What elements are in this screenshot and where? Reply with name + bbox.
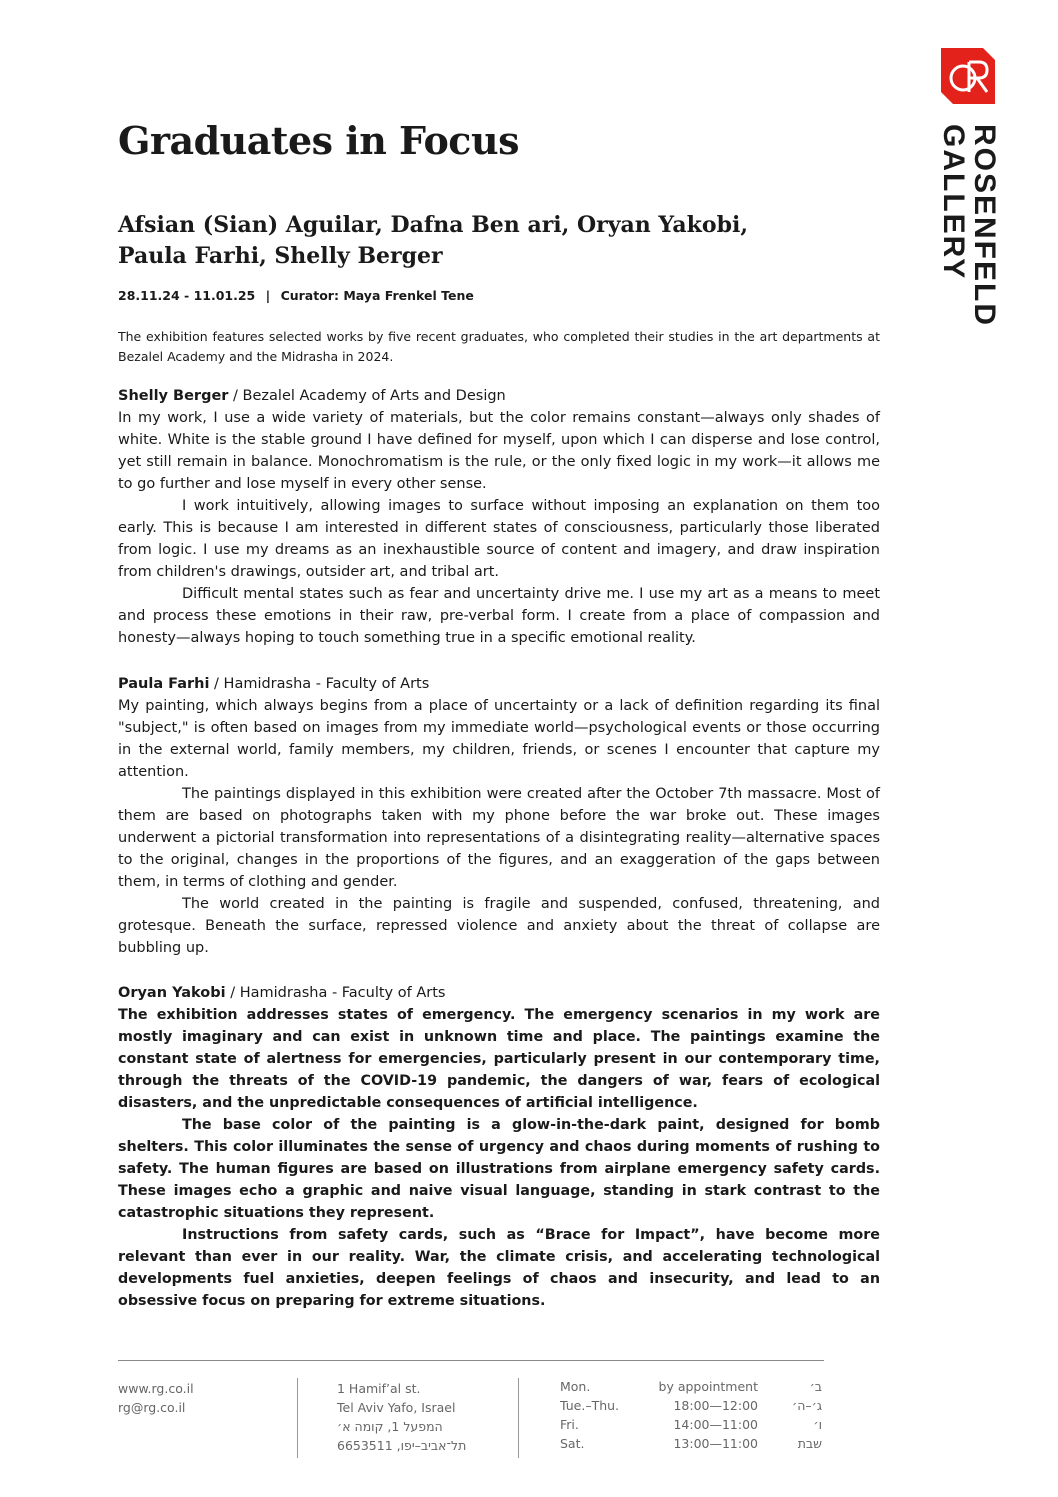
artist-name: Paula Farhi xyxy=(118,676,210,692)
address-line-hebrew: תל־אביב–יפו, 6653511 xyxy=(337,1438,467,1453)
hours-row xyxy=(560,1436,822,1455)
school-name: / Hamidrasha - Faculty of Arts xyxy=(225,985,446,1001)
hours-day: Tue.–Thu. xyxy=(560,1398,620,1413)
section-paula-farhi xyxy=(118,673,880,959)
hours-row xyxy=(560,1398,822,1417)
hours-time: 13:00—11:00 xyxy=(673,1436,758,1451)
footer-separator xyxy=(297,1378,298,1458)
body-paragraph: My painting, which always begins from a place of uncertainty or a lack of definition regarding its final "subject," is often based on images from my immediate world—psychological events or those occurring in the external world, family members, my children, friends, or scenes I encounter that capture my attention. xyxy=(118,698,880,780)
page-title: Graduates in Focus xyxy=(118,118,519,163)
footer-separator xyxy=(518,1378,519,1458)
section-shelly-berger xyxy=(118,385,880,649)
body-paragraph: The base color of the painting is a glow-in-the-dark paint, designed for bomb shelters. This color illuminates the sense of urgency and chaos during moments of rushing to safety. The human figures are based on illustrations from airplane emergency safety cards. These images echo a graphic and naive visual language, standing in stark contrast to the catastrophic situations they represent. xyxy=(118,1117,880,1221)
artist-name: Shelly Berger xyxy=(118,388,229,404)
curator: Curator: Maya Frenkel Tene xyxy=(280,288,474,303)
hours-day-hebrew: ב׳ xyxy=(809,1379,822,1394)
gallery-name xyxy=(938,124,1000,327)
intro-paragraph: The exhibition features selected works by five recent graduates, who completed their studies in the art departments at Bezalel Academy and the Midrasha in 2024. xyxy=(118,329,880,364)
hours-day-hebrew: ו׳ xyxy=(813,1417,822,1432)
email-link[interactable]: rg@rg.co.il xyxy=(118,1400,186,1415)
section-heading xyxy=(118,673,880,695)
hours-time: 14:00—11:00 xyxy=(673,1417,758,1432)
address-line-hebrew: המפעל 1, קומה א׳ xyxy=(337,1419,443,1434)
section-oryan-yakobi xyxy=(118,982,880,1312)
address-line: 1 Hamif’al st. xyxy=(337,1381,421,1396)
gallery-name-line1: ROSENFELD xyxy=(968,124,1001,328)
gallery-logo-icon xyxy=(941,48,995,104)
hours-time: 18:00—12:00 xyxy=(673,1398,758,1413)
footer-address xyxy=(337,1379,466,1455)
school-name: / Hamidrasha - Faculty of Arts xyxy=(209,676,430,692)
separator: | xyxy=(265,288,271,303)
artists-line2: Paula Farhi, Shelly Berger xyxy=(118,243,443,269)
hours-day: Mon. xyxy=(560,1379,591,1394)
footer-contact xyxy=(118,1379,194,1417)
hours-time: by appointment xyxy=(658,1379,758,1394)
hours-day: Sat. xyxy=(560,1436,585,1451)
body-paragraph: Instructions from safety cards, such as “Brace for Impact”, have become more relevant than ever in our reality. War, the climate crisis, and accelerating technological developments fuel anxieties, deepen feelings of chaos and insecurity, and lead to an obsessive focus on preparing for extreme situations. xyxy=(118,1227,880,1309)
hours-day-hebrew: שבת xyxy=(797,1436,822,1451)
exhibition-dates: 28.11.24 - 11.01.25 xyxy=(118,288,256,303)
body-paragraph: The exhibition addresses states of emergency. The emergency scenarios in my work are mostly imaginary and can exist in unknown time and place. The paintings examine the constant state of alertness for emergencies, particularly present in our contemporary time, through the threats of the COVID-19 pandemic, the dangers of war, fears of ecological disasters, and the unpredictable consequences of artificial intelligence. xyxy=(118,1007,880,1111)
school-name: / Bezalel Academy of Arts and Design xyxy=(228,388,506,404)
hours-row xyxy=(560,1379,822,1398)
section-heading xyxy=(118,385,880,407)
hours-day: Fri. xyxy=(560,1417,579,1432)
body-paragraph: The world created in the painting is fragile and suspended, confused, threatening, and grotesque. Beneath the surface, repressed violence and anxiety about the threat of collapse are bubbling up. xyxy=(118,896,880,956)
body-paragraph: I work intuitively, allowing images to surface without imposing an explanation on them too early. This is because I am interested in different states of consciousness, particularly those liberated from logic. I use my dreams as an inexhaustible source of content and imagery, and draw inspiration from children's drawings, outsider art, and tribal art. xyxy=(118,498,880,580)
gallery-name-line2: GALLERY xyxy=(937,124,970,281)
hours-day-hebrew: ג׳–ה׳ xyxy=(792,1398,822,1413)
artist-name: Oryan Yakobi xyxy=(118,985,226,1001)
artists-heading xyxy=(118,210,818,272)
hours-row xyxy=(560,1417,822,1436)
body-paragraph: The paintings displayed in this exhibition were created after the October 7th massacre. Most of them are based on photographs taken with my phone before the war broke out. These images underwent a pictorial transformation into representations of a disintegrating reality—alternative spaces to the original, changes in the proportions of the figures, and an exaggeration of the gaps between them, in terms of clothing and gender. xyxy=(118,786,880,890)
section-heading xyxy=(118,982,880,1004)
artists-line1: Afsian (Sian) Aguilar, Dafna Ben ari, Oryan Yakobi, xyxy=(118,212,748,238)
address-line: Tel Aviv Yafo, Israel xyxy=(337,1400,456,1415)
dates-curator-line xyxy=(118,288,474,303)
footer-divider xyxy=(118,1360,824,1361)
body-paragraph: In my work, I use a wide variety of materials, but the color remains constant—always only shades of white. White is the stable ground I have defined for myself, upon which I can disperse and lose control, yet still remain in balance. Monochromatism is the rule, or the only fixed logic in my work—it allows me to go further and lose myself in every other sense. xyxy=(118,410,880,492)
website-link[interactable]: www.rg.co.il xyxy=(118,1381,194,1396)
body-paragraph: Difficult mental states such as fear and uncertainty drive me. I use my art as a means to meet and process these emotions in their raw, pre-verbal form. I create from a place of compassion and honesty—always hoping to touch something true in a specific emotional reality. xyxy=(118,586,880,646)
